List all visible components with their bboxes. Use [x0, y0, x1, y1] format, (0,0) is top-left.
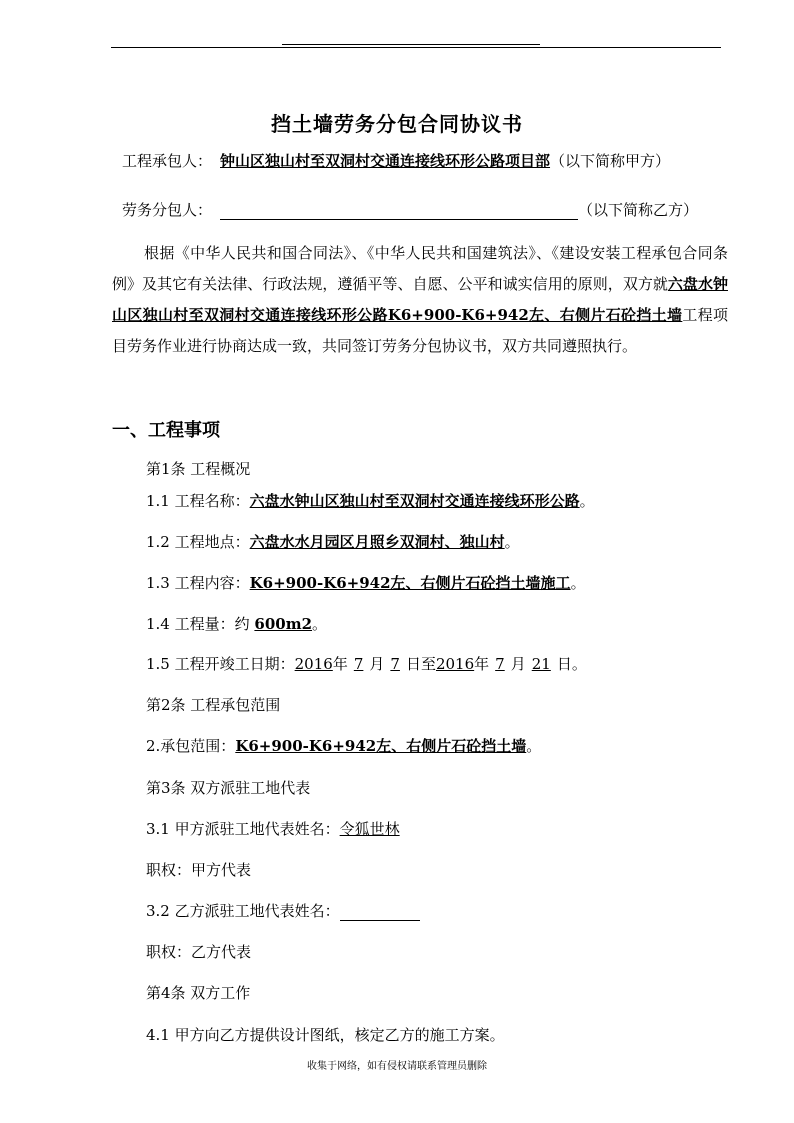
party-b-rep-line — [146, 900, 420, 921]
contractor-value: 钟山区独山村至双洞村交通连接线环形公路项目部 — [220, 152, 551, 170]
project-name-label: 1.1 工程名称： — [146, 492, 250, 510]
start-month: 7 — [353, 655, 364, 673]
period: 。 — [570, 574, 586, 592]
project-location-label: 1.2 工程地点： — [146, 533, 250, 551]
end-month: 7 — [495, 655, 505, 673]
period: 。 — [526, 737, 542, 755]
year-char: 年 — [474, 655, 490, 673]
contractor-line — [122, 150, 670, 171]
subcontractor-label: 劳务分包人： — [122, 201, 213, 219]
start-year: 2016 — [294, 655, 333, 673]
article-2-heading: 第2条 工程承包范围 — [146, 696, 281, 714]
project-name-line — [146, 490, 595, 511]
project-name-value: 六盘水钟山区独山村至双洞村交通连接线环形公路 — [249, 492, 580, 510]
scope-line — [146, 735, 541, 756]
intro-paragraph — [112, 238, 728, 362]
subcontractor-blank — [220, 203, 578, 220]
project-content-line — [146, 572, 586, 593]
project-quantity-line — [146, 613, 327, 634]
party-a-rep-label: 3.1 甲方派驻工地代表姓名： — [146, 820, 340, 838]
header-rule — [111, 47, 721, 48]
to-char: 至 — [420, 655, 436, 673]
article-4-heading: 第4条 双方工作 — [146, 984, 251, 1002]
party-a-role: 职权：甲方代表 — [146, 861, 252, 879]
project-location-value: 六盘水水月园区月照乡双洞村、独山村 — [249, 533, 505, 551]
day-char: 日 — [556, 655, 572, 673]
article-3-heading: 第3条 双方派驻工地代表 — [146, 779, 311, 797]
period: 。 — [571, 655, 587, 673]
month-char: 月 — [510, 655, 526, 673]
intro-text-1: 根据《中华人民共和国合同法》、《中华人民共和国建筑法》、《建设安装工程承包合同条例》及其它有关法律、行政法规，遵循平等、自愿、公平和诚实信用的原则，双方就 — [112, 244, 728, 293]
start-day: 7 — [390, 655, 400, 673]
project-location-line — [146, 531, 520, 552]
day-char: 日 — [405, 655, 421, 673]
project-dates-line — [146, 653, 587, 674]
contractor-suffix: （以下简称甲方） — [550, 152, 671, 170]
scope-label: 2.承包范围： — [146, 737, 236, 755]
project-quantity-label: 1.4 工程量：约 — [146, 615, 255, 633]
party-b-rep-label: 3.2 乙方派驻工地代表姓名： — [146, 902, 340, 920]
project-content-label: 1.3 工程内容： — [146, 574, 250, 592]
header-rule-short — [282, 44, 540, 45]
year-char: 年 — [332, 655, 348, 673]
scope-value: K6+900-K6+942左、右侧片石砼挡土墙 — [235, 737, 527, 755]
period: 。 — [579, 492, 595, 510]
project-quantity-value: 600m2 — [254, 615, 313, 633]
subcontractor-line — [122, 199, 698, 220]
section-heading-1: 一、工程事项 — [112, 420, 220, 441]
footer-disclaimer: 收集于网络，如有侵权请联系管理员删除 — [307, 1061, 487, 1072]
intro-project-name: 六盘水钟山区独山村至双洞村交通连接线环形公路K6+900-K6+942左、右侧片石砼挡土墙 — [112, 275, 728, 324]
party-b-rep-blank — [340, 904, 420, 921]
month-char: 月 — [369, 655, 385, 673]
end-year: 2016 — [435, 655, 475, 673]
project-dates-label: 1.5 工程开竣工日期： — [146, 655, 295, 673]
subcontractor-suffix: （以下简称乙方） — [578, 201, 699, 219]
contractor-label: 工程承包人： — [122, 152, 213, 170]
party-a-rep-name: 令狐世林 — [339, 820, 400, 838]
party-a-rep-line — [146, 818, 400, 839]
period: 。 — [312, 615, 328, 633]
intro-text-2: 工程项目劳务作业进行协商达成一致，共同签订劳务分包协议书，双方共同遵照执行。 — [112, 306, 728, 355]
article-1-heading: 第1条 工程概况 — [146, 460, 251, 478]
end-day: 21 — [531, 655, 551, 673]
article-4-item-1: 4.1 甲方向乙方提供设计图纸，核定乙方的施工方案。 — [146, 1026, 505, 1044]
document-title: 挡土墙劳务分包合同协议书 — [271, 112, 523, 136]
period: 。 — [504, 533, 520, 551]
party-b-role: 职权：乙方代表 — [146, 943, 252, 961]
project-content-value: K6+900-K6+942左、右侧片石砼挡土墙施工 — [249, 574, 571, 592]
